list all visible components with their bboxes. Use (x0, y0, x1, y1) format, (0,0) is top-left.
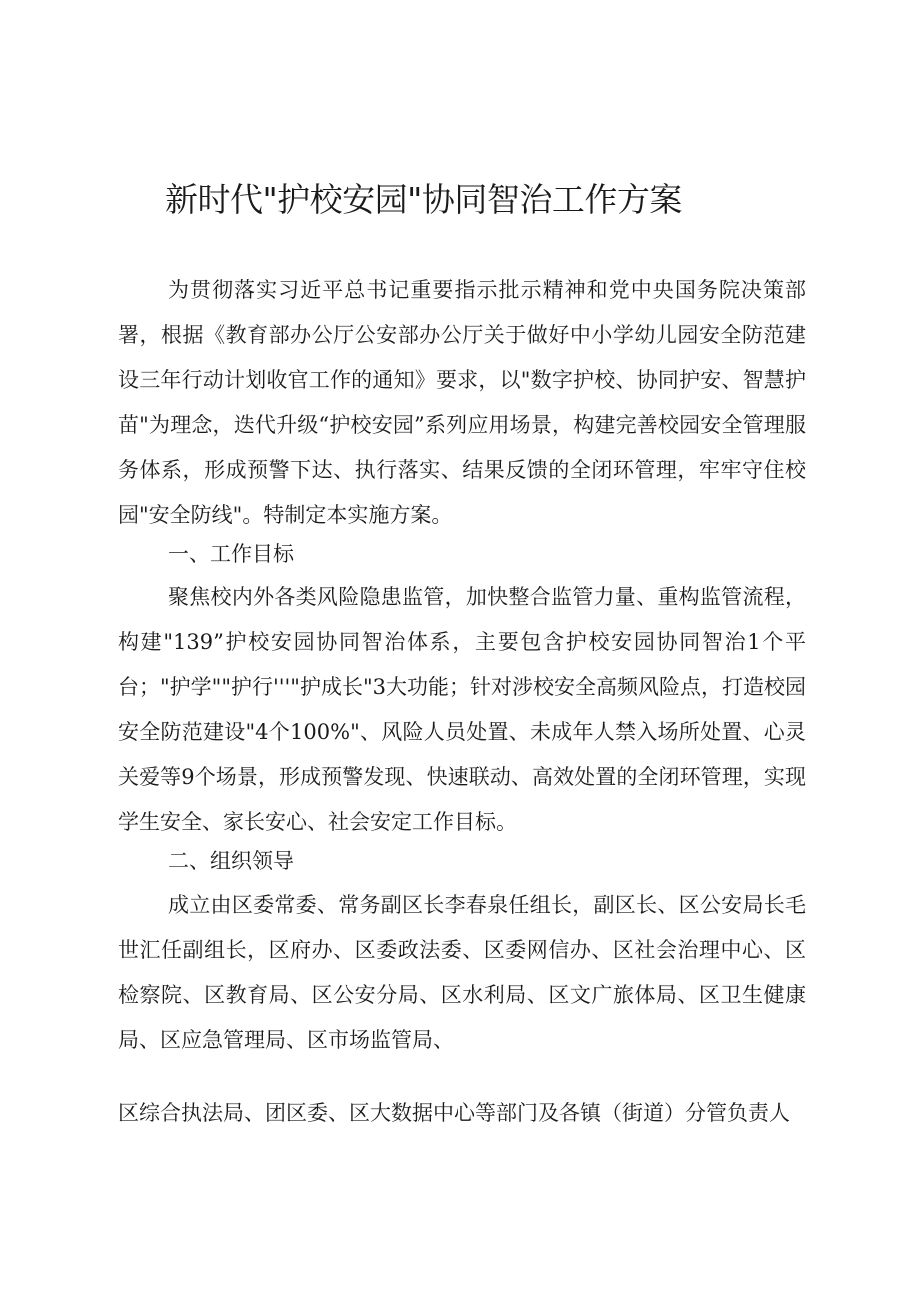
section-heading-organization: 二、组织领导 (168, 849, 294, 873)
intro-paragraph: 为贯彻落实习近平总书记重要指示批示精神和党中央国务院决策部署，根据《教育部办公厅公安部办公厅关于做好中小学幼儿园安全防范建设三年行动计划收官工作的通知》要求，以"数字护校、协同护安、智慧护苗"为理念，迭代升级“护校安园”系列应用场景，构建完善校园安全管理服务体系，形成预警下达、执行落实、结果反馈的全闭环管理，牢牢守住校园"安全防线"。特制定本实施方案。 (118, 278, 806, 527)
section-heading-work-goals: 一、工作目标 (168, 542, 294, 566)
work-goals-paragraph: 聚焦校内外各类风险隐患监管，加快整合监管力量、重构监管流程，构建"139”护校安园协同智治体系，主要包含护校安园协同智治1个平台；"护学""护行'''"护成长"3大功能；针对涉校安全高频风险点，打造校园安全防范建设"4个100%"、风险人员处置、未成年人禁入场所处置、心灵关爱等9个场景，形成预警发现、快速联动、高效处置的全闭环管理，实现学生安全、家长安心、社会安定工作目标。 (118, 585, 806, 834)
organization-paragraph-continued: 区综合执法局、团区委、区大数据中心等部门及各镇（街道）分管负责人 (118, 1101, 790, 1125)
document-title: 新时代"护校安园"协同智治工作方案 (165, 180, 682, 219)
organization-paragraph: 成立由区委常委、常务副区长李春泉任组长，副区长、区公安局长毛世汇任副组长，区府办、区委政法委、区委网信办、区社会治理中心、区检察院、区教育局、区公安分局、区水利局、区文广旅体局、区卫生健康局、区应急管理局、区市场监管局、 (118, 893, 806, 1052)
